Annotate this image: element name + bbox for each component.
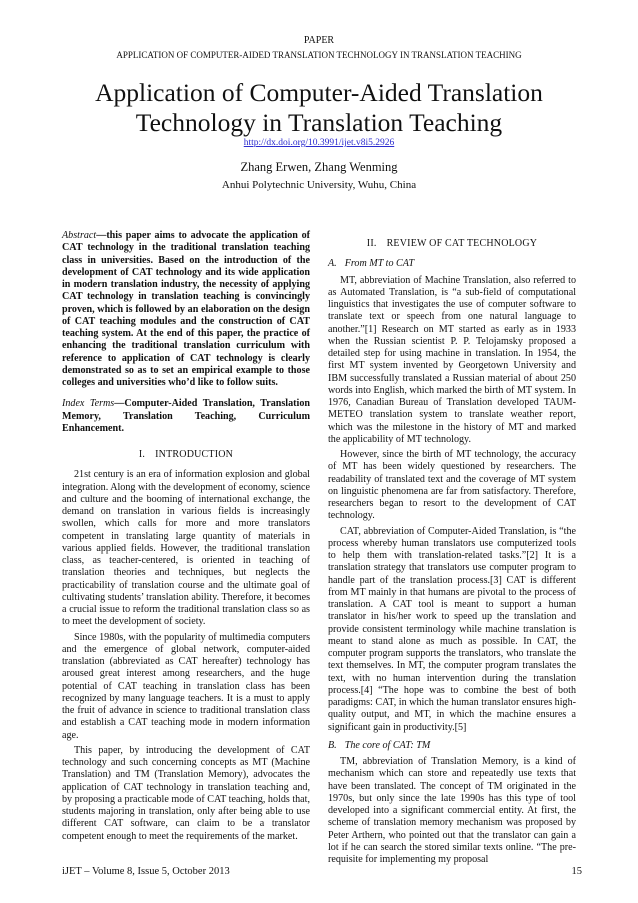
- index-terms: [62, 398, 310, 435]
- page-footer: [62, 866, 582, 877]
- subsection-heading-core-tm: [328, 740, 576, 752]
- paragraph: CAT, abbreviation of Computer-Aided Translation, is “the process whereby human translators use computerized tools to help them with translation-related tasks.”[2] It is a translation strategy that translators use computer program to handle part of the translation process.[3] CAT is different from MT mainly in that humans are pivotal to the process of translation. A CAT tool is meant to support a human translator in his/her work to speed up the translation and provide consistent terminology while machine translation is meant to stand alone as much as possible. In CAT, the computer program supports the translators, who translate the text themselves. In MT, the computer program translates the text, with no human intervention during the translation process.[4] “The hope was to combine the best of both paradigms: CAT, in which the human translator ensures high-quality output, and MT, in which the machine ensures a significant gain in productivity.[5]: [328, 525, 576, 733]
- authors: Zhang Erwen, Zhang Wenming: [240, 160, 398, 174]
- section-title: INTRODUCTION: [155, 449, 234, 460]
- running-title: APPLICATION OF COMPUTER-AIDED TRANSLATION TECHNOLOGY IN TRANSLATION TEACHING: [116, 50, 522, 60]
- paragraph: Since 1980s, with the popularity of multimedia computers and the emergence of global network, computer-aided translation (abbreviated as CAT hereafter) technology has aroused great interest among researchers, and the huge potential of CAT teaching in translation class has been recognized by many language teachers. It is a must to apply the fruit of advance in science to traditional translation class and establish a CAT teaching mode in modern information age.: [62, 631, 310, 741]
- affiliation: Anhui Polytechnic University, Wuhu, China: [221, 179, 417, 191]
- header-kind: PAPER: [303, 35, 335, 46]
- abstract-text: —this paper aims to advocate the application of CAT technology in the traditional translation teaching class in universities. Based on the introduction of the development of CAT technology and its wide application in modern translation industry, the necessity of applying CAT technology in translation teaching is convincingly proven, which is followed by an elaboration on the design of CAT teaching modules and the construction of CAT teaching system. At the end of this paper, the practice of enhancing the traditional translation curriculum with reference to application of CAT technology is clearly demonstrated so as to set an empirical example to those colleges and universities who’d like to follow suits.: [62, 230, 310, 388]
- paragraph: This paper, by introducing the development of CAT technology and such concerning concepts as MT (Machine Translation) and TM (Translation Memory), advocates the application of CAT technology in translation teaching and, by proposing a practicable mode of CAT teaching, holds that, students majoring in translation, only after being able to use different CAT software, can claim to be a translator competent enough to meet the requirements of the market.: [62, 744, 310, 842]
- title-line-1: Application of Computer-Aided Translation: [95, 78, 543, 107]
- paragraph: 21st century is an era of information explosion and global integration. Along with the development of economy, science and culture and the booming of international exchange, the demand on translation in various fields is increasingly swollen, which calls for more and more translators competent in translating large quantity of materials in various applied fields. However, the traditional translation class, as teacher-centered, is oriented in teaching of translation theories and techniques, but neglects the practicability of translation course and the ultimate goal of cultivating students’ translation ability. Therefore, it becomes a crucial issue to reform the traditional translation class so as to meet the development of society.: [62, 469, 310, 628]
- subsection-number: A.: [328, 258, 337, 270]
- subsection-heading-mt-to-cat: [328, 258, 576, 270]
- running-header: [0, 35, 638, 61]
- section-title: REVIEW OF CAT TECHNOLOGY: [386, 238, 538, 249]
- subsection-title: The core of CAT: TM: [344, 739, 431, 751]
- section-number: II.: [366, 238, 377, 249]
- abstract-label: Abstract: [62, 230, 97, 241]
- left-column: [62, 230, 310, 846]
- section-heading-review: [328, 238, 576, 250]
- index-terms-text: —Computer-Aided Translation, Translation Memory, Translation Teaching, Curriculum Enhancement.: [62, 398, 310, 434]
- doi-link[interactable]: http://dx.doi.org/10.3991/ijet.v8i5.2926: [243, 138, 395, 148]
- page-number: 15: [571, 866, 582, 877]
- abstract: [62, 230, 310, 389]
- paragraph: However, since the birth of MT technology, the accuracy of MT has been widely questioned by researchers. The readability of translated text and the coverage of MT system on linguistic phenomena are far from satisfactory. Therefore, researchers began to resort to the development of CAT technology.: [328, 449, 576, 522]
- subsection-title: From MT to CAT: [344, 258, 415, 270]
- journal-info: iJET – Volume 8, Issue 5, October 2013: [62, 866, 230, 877]
- right-column: [328, 230, 576, 869]
- section-number: I.: [138, 449, 146, 460]
- paragraph: TM, abbreviation of Translation Memory, is a kind of mechanism which can store and repeatedly use texts that have been translated. The concept of TM originated in the 1970s, but only since the late 1990s has this type of tool developed into a significant commercial entity. At first, the scheme of translation memory mechanism was proposed by Peter Arthern, who pointed out that the translator can gain a lot if he can search the stored similar texts online. “The pre-requisite for implementing my proposal: [328, 756, 576, 865]
- section-heading-introduction: [62, 449, 310, 461]
- paper-title: [40, 78, 598, 138]
- paragraph: MT, abbreviation of Machine Translation, also referred to as Automated Translation, is “a sub-field of computational linguistics that investigates the use of computer software to translate text or speech from one natural language to another.”[1] Research on MT started as early as in 1933 when the Russian scientist P. P. Telojamsky proposed a detailed step for using machine in translation. In 1954, the first MT system invented by Georgetown University and IBM successfully translated a Russian material of about 250 words into English, which marked the birth of MT system. In 1976, Canadian Bureau of Translation developed TAUM-METEO translation system to translate weather report, which was the milestone in the history of MT and marked the applicability of MT technology.: [328, 274, 576, 445]
- title-line-2: Technology in Translation Teaching: [135, 108, 503, 137]
- index-terms-label: Index Terms: [62, 398, 115, 410]
- subsection-number: B.: [328, 739, 337, 751]
